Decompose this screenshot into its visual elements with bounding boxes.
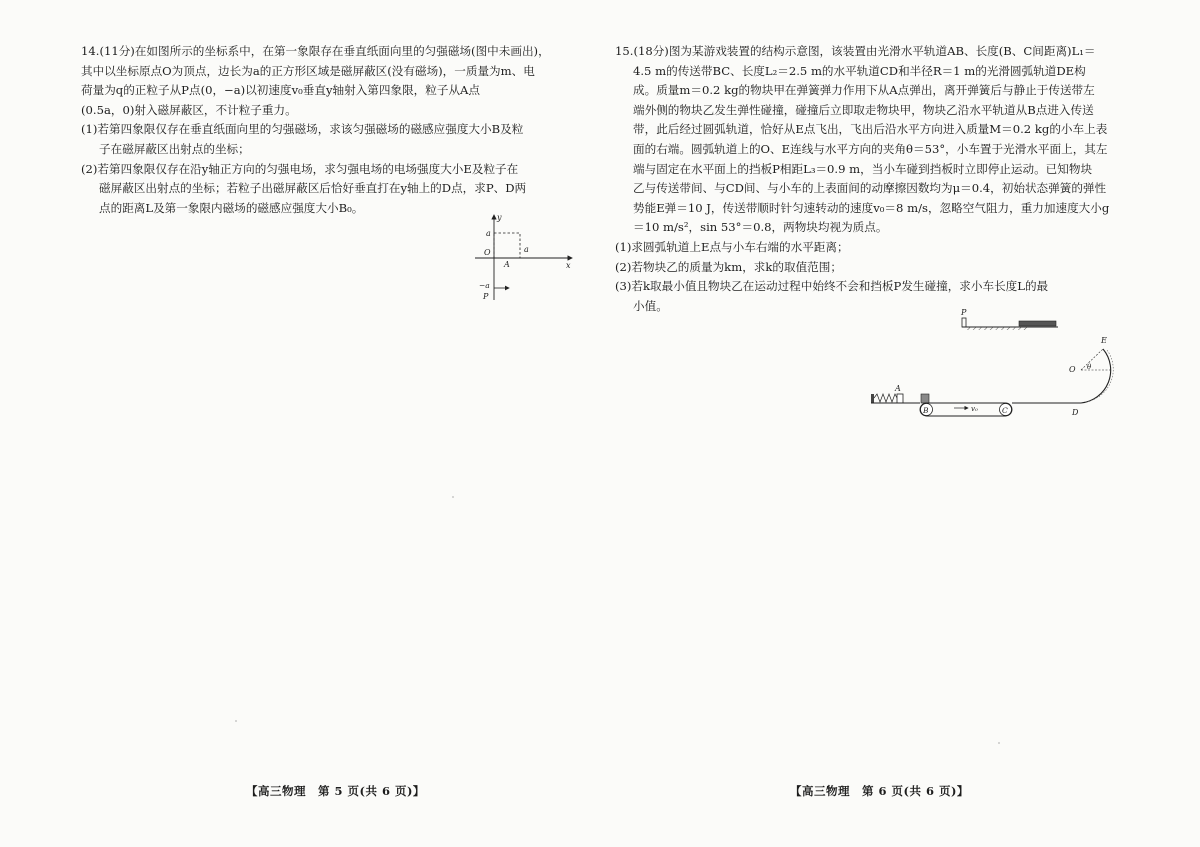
q15-line: 端外侧的物块乙发生弹性碰撞，碰撞后立即取走物块甲，物块乙沿水平轨道从B点进入传送 [633,102,1094,117]
q15-line: 成。质量m＝0.2 kg的物块甲在弹簧弹力作用下从A点弹出，离开弹簧后与静止于传送带左 [633,83,1095,98]
label-E: E [1101,336,1107,345]
question-14 [81,42,584,218]
label-a-right: a [524,245,529,254]
q14-line: 其中以坐标原点O为顶点，边长为a的正方形区域是磁屏蔽区(没有磁场)，一质量为m、电 [81,63,535,78]
q14-sub2-line: 点的距离L及第一象限内磁场的磁感应强度大小B₀。 [99,200,364,215]
arc-de [1081,349,1111,403]
q15-line: 面的右端。圆弧轨道上的O、E连线与水平方向的夹角θ＝53°，小车置于光滑水平面上，其左 [633,141,1108,156]
shield-square [494,233,520,258]
label-D: D [1072,408,1079,417]
baffle-p [962,318,966,327]
label-y: y [497,213,502,222]
page-footer-5: 【高三物理 第 5 页(共 6 页)】 [246,784,425,798]
q15-line: 端与固定在水平面上的挡板P相距L₃＝0.9 m，当小车碰到挡板时立即停止运动。已知物块 [633,161,1093,176]
page-footer-6: 【高三物理 第 6 页(共 6 页)】 [790,784,969,798]
label-origin: O [484,248,491,257]
question-15 [615,42,1115,316]
q15-apparatus-figure [862,305,1122,423]
label-O: O [1069,365,1076,374]
q15-sub3-line: (3)若k取最小值且物块乙在运动过程中始终不会和挡板P发生碰撞，求小车长度L的最 [615,279,1049,294]
q15-sub3-line: 小值。 [633,298,668,313]
spring [874,394,897,402]
q15-line: 带，此后经过圆弧轨道，恰好从E点飞出，飞出后沿水平方向进入质量M＝0.2 kg的小车上表 [633,122,1108,137]
q14-coordinate-figure [470,210,585,305]
conveyor-belt [920,403,1012,416]
q15-line: 乙与传送带间、与CD间、与小车的上表面间的动摩擦因数均为μ＝0.4，初始状态弹簧的弹性 [633,181,1107,196]
upper-floor-hatch [966,327,1028,330]
label-B: B [923,406,929,415]
label-theta: θ [1087,363,1092,371]
label-x: x [566,261,571,270]
label-a-top: a [486,229,491,238]
q15-line: ＝10 m/s²，sin 53°＝0.8，两物块均视为质点。 [633,220,888,235]
label-A: A [504,260,510,269]
q14-sub2-line: 磁屏蔽区出射点的坐标；若粒子出磁屏蔽区后恰好垂直打在y轴上的D点，求P、D两 [99,181,527,196]
q15-line: 4.5 m的传送带BC、长度L₂＝2.5 m的水平轨道CD和半径R＝1 m的光滑圆弧轨道DE构 [633,63,1086,78]
label-neg-a: −a [479,281,490,290]
q15-line: 势能E弹＝10 J，传送带顺时针匀速转动的速度v₀＝8 m/s，忽略空气阻力，重力加速度大小g [633,200,1110,215]
scan-speck [998,742,1000,744]
q14-line: (0.5a，0)射入磁屏蔽区，不计粒子重力。 [81,102,297,117]
q15-line: 15.(18分)图为某游戏装置的结构示意图，该装置由光滑水平轨道AB、长度(B、C间距离)L₁＝ [615,44,1096,58]
radius-oe [1081,349,1103,370]
block-yi [921,394,929,403]
q14-line: 荷量为q的正粒子从P点(0，−a)以初速度v₀垂直y轴射入第四象限，粒子从A点 [81,83,481,98]
q14-line: 14.(11分)在如图所示的坐标系中，在第一象限存在垂直纸面向里的匀强磁场(图中未画出)， [81,44,550,58]
block-jia [897,394,903,403]
scan-speck [235,720,237,722]
arc-de-hatch [1085,350,1113,402]
wall [871,394,874,403]
q14-sub1-line: (1)若第四象限仅存在垂直纸面向里的匀强磁场，求该匀强磁场的磁感应强度大小B及粒 [81,122,524,137]
q15-sub1-line: (1)求圆弧轨道上E点与小车右端的水平距离； [615,239,849,254]
label-P: P [961,308,967,317]
label-C: C [1002,406,1008,415]
q15-sub2-line: (2)若物块乙的质量为km，求k的取值范围； [615,259,842,274]
label-A: A [895,384,901,393]
q14-sub1-line: 子在磁屏蔽区出射点的坐标； [99,141,250,156]
label-v0: v₀ [971,405,978,413]
scan-speck [452,496,454,498]
q14-sub2-line: (2)若第四象限仅存在沿y轴正方向的匀强电场，求匀强电场的电场强度大小E及粒子在 [81,161,519,176]
label-P: P [483,292,489,301]
cart [1019,321,1056,326]
